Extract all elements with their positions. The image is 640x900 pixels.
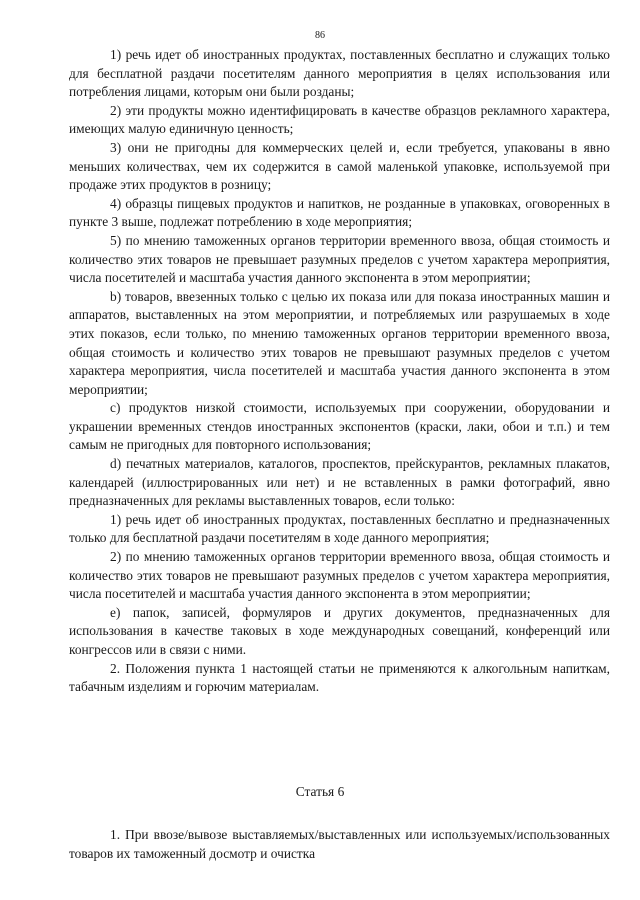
- page-number: 86: [315, 30, 325, 41]
- paragraph: e) папок, записей, формуляров и других документов, предназначенных для использования в качестве таковых в ходе международных совещаний, конференций или конгрессов или в связи с ними.: [69, 604, 610, 657]
- paragraph: 2) эти продукты можно идентифицировать в качестве образцов рекламного характера, имеющих малую единичную ценность;: [69, 102, 610, 137]
- paragraph: 3) они не пригодны для коммерческих целей и, если требуется, упакованы в явно меньших количествах, чем их содержится в самой маленькой упаковке, используемой при продаже этих продуктов в розницу;: [69, 139, 610, 193]
- article-body: [69, 826, 610, 863]
- paragraph: 2) по мнению таможенных органов территории временного ввоза, общая стоимость и количество этих товаров не превышают разумных пределов с учетом характера мероприятия, числа посетителей и масштаба участия данного экспонента в этом мероприятии;: [69, 549, 610, 602]
- paragraph: 5) по мнению таможенных органов территории временного ввоза, общая стоимость и количество этих товаров не превышает разумных пределов с учетом характера мероприятия, числа посетителей и масштаба участия данного экспонента в этом мероприятии;: [69, 232, 610, 286]
- paragraph: 1. При ввозе/вывозе выставляемых/выставленных или используемых/использованных товаров их таможенный досмотр и очистка: [69, 827, 610, 861]
- document-body: [69, 46, 610, 697]
- paragraph: c) продуктов низкой стоимости, используемых при сооружении, оборудовании и украшении временных стендов иностранных экспонентов (краски, лаки, обои и т.п.) и тем самым не пригодных для повторного использования;: [69, 400, 610, 453]
- paragraph: b) товаров, ввезенных только с целью их показа или для показа иностранных машин и аппаратов, выставленных на этом мероприятии, и потребляемых или разрушаемых в ходе этих показов, если только, по мнению таможенных органов территории временного ввоза, общая стоимость и количество этих товаров не превышают разумных пределов с учетом характера мероприятия, числа посетителей и масштаба участия данного экспонента в этом мероприятии;: [69, 288, 610, 397]
- article-title: Статья 6: [295, 784, 345, 799]
- paragraph: 1) речь идет об иностранных продуктах, поставленных бесплатно и предназначенных только для бесплатной раздачи посетителям в ходе данного мероприятия;: [69, 511, 610, 546]
- paragraph: 1) речь идет об иностранных продуктах, поставленных бесплатно и служащих только для бесплатной раздачи посетителям данного мероприятия в целях использования или потребления лицами, которым они были розданы;: [69, 47, 610, 100]
- paragraph: 2. Положения пункта 1 настоящей статьи не применяются к алкогольным напиткам, табачным изделиям и горючим материалам.: [69, 660, 610, 695]
- paragraph: d) печатных материалов, каталогов, проспектов, прейскурантов, рекламных плакатов, календарей (иллюстрированных или нет) и не вставленных в рамки фотографий, явно предназначенных для рекламы выставленных товаров, если только:: [69, 456, 610, 509]
- paragraph: 4) образцы пищевых продуктов и напитков, не розданные в упаковках, оговоренных в пункте 3 выше, подлежат потреблению в ходе мероприятия;: [69, 195, 610, 230]
